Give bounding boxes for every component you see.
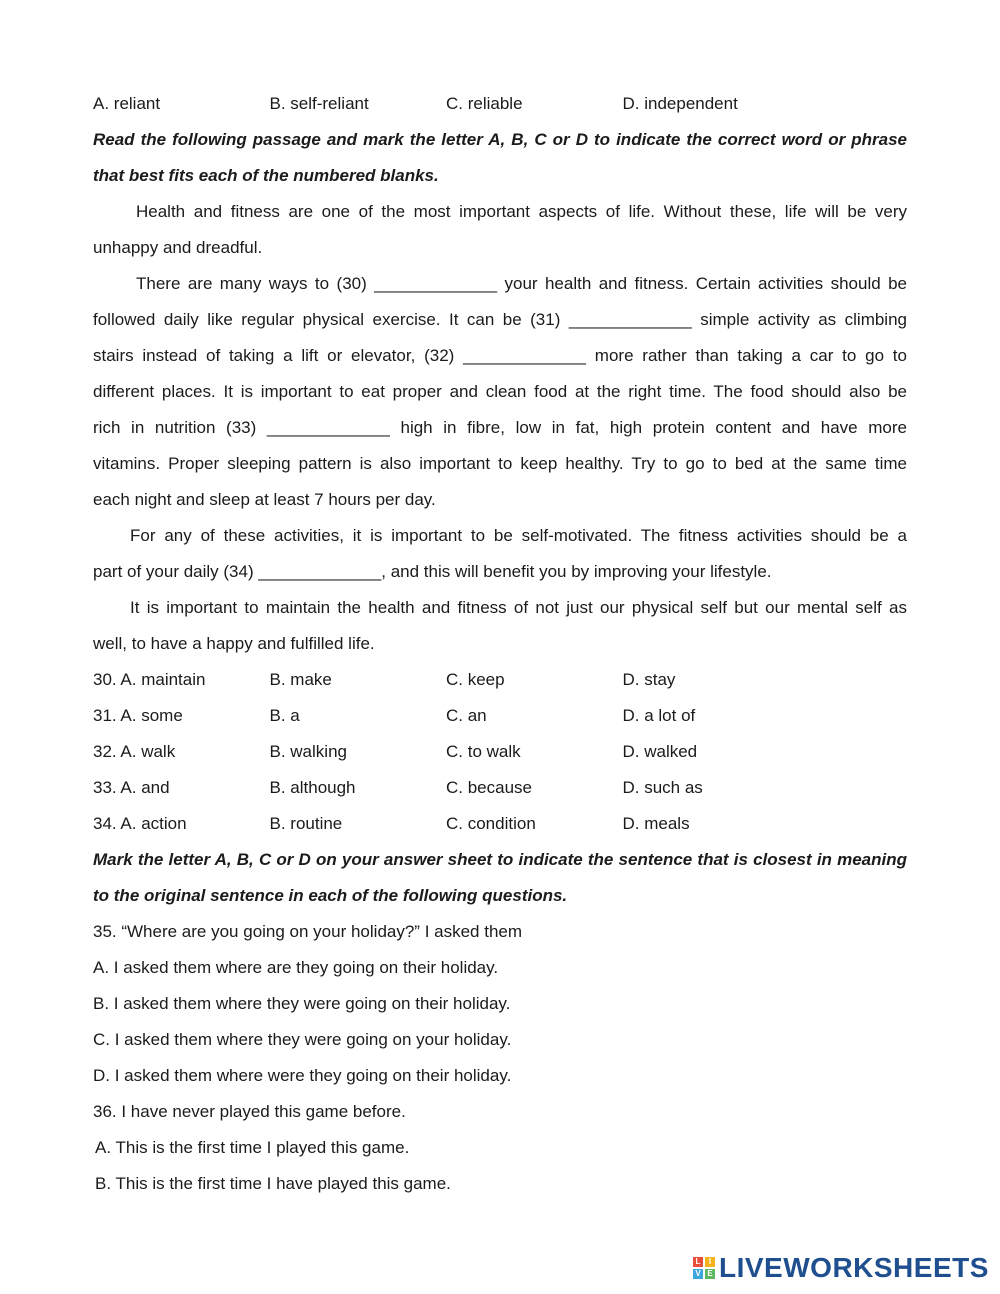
passage-p2-line3: stairs instead of taking a lift or elevator, (32) _____________ more rather than taking a car to go to — [93, 346, 907, 365]
q35-option-a: A. I asked them where are they going on their holiday. — [93, 958, 499, 977]
logo-mark-e: E — [705, 1269, 715, 1279]
option-b: B. self-reliant — [269, 94, 369, 113]
q36-option-a: A. This is the first time I played this game. — [95, 1138, 410, 1157]
rewrite-instruction-line1: Mark the letter A, B, C or D on your answer sheet to indicate the sentence that is closest in meaning — [93, 850, 907, 869]
q30-option-b: B. make — [269, 670, 332, 689]
q34-option-d: D. meals — [622, 814, 690, 833]
passage-p3-line1: For any of these activities, it is important to be self-motivated. The fitness activities should be a — [130, 526, 907, 545]
q35-option-d: D. I asked them where were they going on their holiday. — [93, 1066, 512, 1085]
q33-option-b: B. although — [269, 778, 356, 797]
option-a: A. reliant — [93, 94, 161, 113]
q35-stem: 35. “Where are you going on your holiday?” I asked them — [93, 922, 523, 941]
passage-p2-line4: different places. It is important to eat proper and clean food at the right time. The food should also be — [93, 382, 907, 401]
q35-option-c: C. I asked them where they were going on your holiday. — [93, 1030, 512, 1049]
q30-option-d: D. stay — [622, 670, 676, 689]
question-33-row — [93, 770, 907, 806]
question-30-row — [93, 662, 907, 698]
q34-option-a: 34. A. action — [93, 814, 187, 833]
q32-option-c: C. to walk — [446, 742, 521, 761]
q33-option-c: C. because — [446, 778, 532, 797]
top-options-row — [93, 86, 907, 122]
q30-option-c: C. keep — [446, 670, 505, 689]
passage-instruction-line2: that best fits each of the numbered blanks. — [93, 166, 439, 185]
passage-p1-line2: unhappy and dreadful. — [93, 238, 263, 257]
passage-p2-line1: There are many ways to (30) _____________ your health and fitness. Certain activities should be — [136, 274, 907, 293]
passage-p2-line5: rich in nutrition (33) _____________ high in fibre, low in fat, high protein content and have more — [93, 418, 907, 437]
liveworksheets-logo-text: LIVEWORKSHEETS — [719, 1252, 989, 1283]
passage-p2-line7: each night and sleep at least 7 hours per day. — [93, 490, 436, 509]
q35-option-b: B. I asked them where they were going on their holiday. — [93, 994, 511, 1013]
q32-option-b: B. walking — [269, 742, 347, 761]
liveworksheets-logo[interactable] — [693, 1250, 989, 1286]
logo-mark-v: V — [693, 1269, 703, 1279]
question-31-row — [93, 698, 907, 734]
worksheet-page — [93, 86, 907, 1202]
question-34-row — [93, 806, 907, 842]
passage-p3-line2: part of your daily (34) _____________, and this will benefit you by improving your lifestyle. — [93, 562, 772, 581]
q31-option-c: C. an — [446, 706, 487, 725]
q36-stem: 36. I have never played this game before. — [93, 1102, 406, 1121]
liveworksheets-logo-icon — [693, 1257, 715, 1279]
q32-option-a: 32. A. walk — [93, 742, 176, 761]
q33-option-a: 33. A. and — [93, 778, 170, 797]
passage-p1-line1: Health and fitness are one of the most important aspects of life. Without these, life will be very — [136, 202, 907, 221]
q36-option-b: B. This is the first time I have played this game. — [95, 1174, 451, 1193]
passage-p4-line2: well, to have a happy and fulfilled life. — [93, 634, 375, 653]
q31-option-a: 31. A. some — [93, 706, 183, 725]
q34-option-c: C. condition — [446, 814, 536, 833]
q32-option-d: D. walked — [622, 742, 698, 761]
passage-p2-line2: followed daily like regular physical exercise. It can be (31) _____________ simple activity as climbing — [93, 310, 907, 329]
q30-option-a: 30. A. maintain — [93, 670, 206, 689]
rewrite-instruction-line2: to the original sentence in each of the following questions. — [93, 886, 568, 905]
option-d: D. independent — [622, 94, 738, 113]
q31-option-b: B. a — [269, 706, 300, 725]
question-32-row — [93, 734, 907, 770]
option-c: C. reliable — [446, 94, 523, 113]
passage-p4-line1: It is important to maintain the health and fitness of not just our physical self but our mental self as — [130, 598, 907, 617]
q34-option-b: B. routine — [269, 814, 343, 833]
logo-mark-i: I — [705, 1257, 715, 1267]
passage-instruction-line1: Read the following passage and mark the letter A, B, C or D to indicate the correct word or phrase — [93, 130, 907, 149]
q33-option-d: D. such as — [622, 778, 703, 797]
passage-p2-line6: vitamins. Proper sleeping pattern is also important to keep healthy. Try to go to bed at the same time — [93, 454, 907, 473]
logo-mark-l: L — [693, 1257, 703, 1267]
q31-option-d: D. a lot of — [622, 706, 696, 725]
